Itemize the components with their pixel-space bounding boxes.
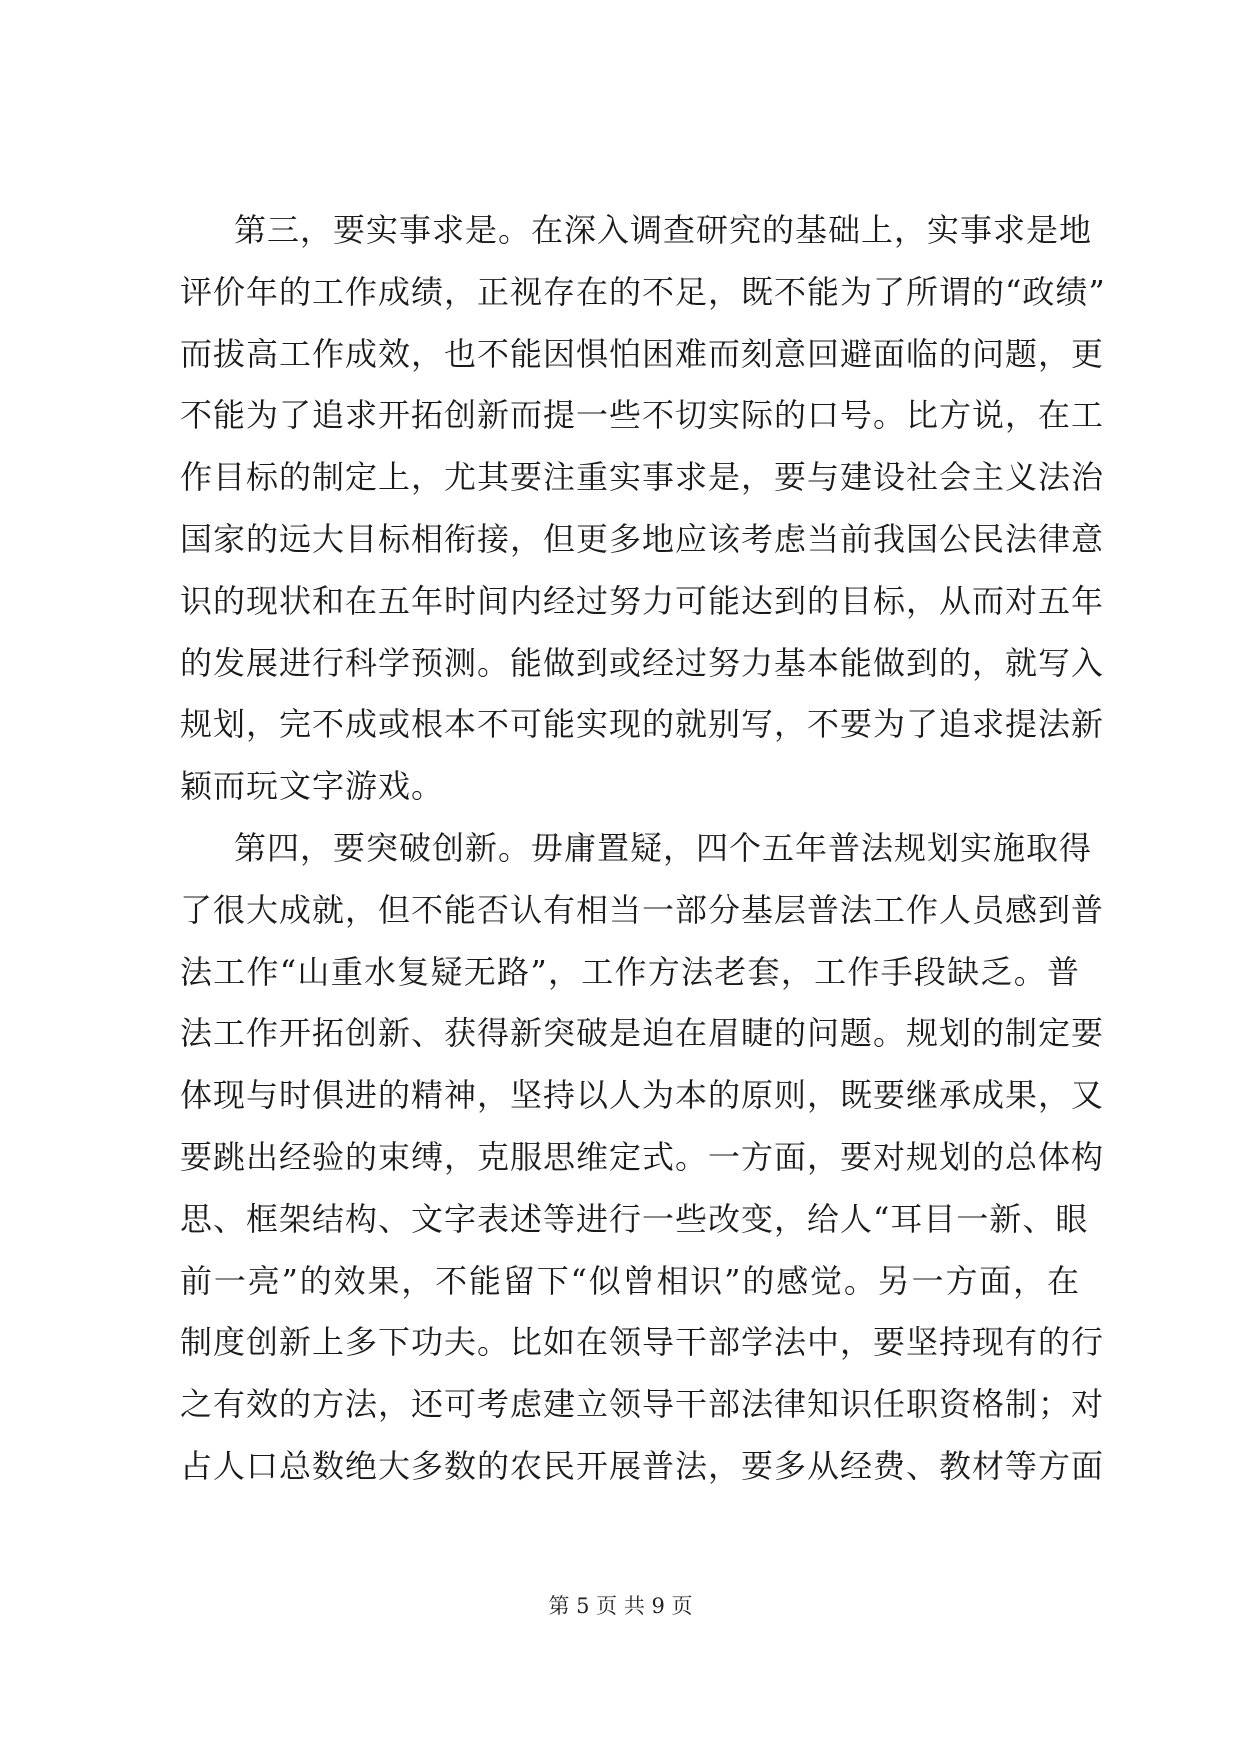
- paragraph-2-line-5: 体现与时俱进的精神，坚持以人为本的原则，既要继承成果，又: [180, 1076, 1105, 1115]
- paragraph-1-line-5: 作目标的制定上，尤其要注重实事求是，要与建设社会主义法治: [180, 458, 1105, 497]
- paragraph-2-line-2: 了很大成就，但不能否认有相当一部分基层普法工作人员感到普: [180, 890, 1105, 929]
- paragraph-2-line-4: 法工作开拓创新、获得新突破是迫在眉睫的问题。规划的制定要: [180, 1014, 1105, 1053]
- paragraph-1-line-1: 第三，要实事求是。在深入调查研究的基础上，实事求是地: [234, 211, 1093, 249]
- paragraph-1-line-4: 不能为了追求开拓创新而提一些不切实际的口号。比方说，在工: [180, 396, 1105, 435]
- page-footer: [0, 1590, 1241, 1620]
- paragraph-1-line-9: 规划，完不成或根本不可能实现的就别写，不要为了追求提法新: [180, 705, 1105, 744]
- paragraph-2-line-1: 第四，要突破创新。毋庸置疑，四个五年普法规划实施取得: [234, 828, 1093, 867]
- paragraph-1-line-6: 国家的远大目标相衔接，但更多地应该考虑当前我国公民法律意: [180, 519, 1105, 558]
- paragraph-1-line-2: 评价年的工作成绩，正视存在的不足，既不能为了所谓的“政绩”: [180, 272, 1106, 311]
- paragraph-2-line-8: 前一亮”的效果，不能留下“似曾相识”的感觉。另一方面，在: [180, 1261, 1080, 1300]
- paragraph-1-line-7: 识的现状和在五年时间内经过努力可能达到的目标，从而对五年: [180, 581, 1105, 620]
- document-body: [180, 200, 1106, 1498]
- paragraph-2-line-9: 制度创新上多下功夫。比如在领导干部学法中，要坚持现有的行: [180, 1323, 1105, 1362]
- paragraph-2-line-7: 思、框架结构、文字表述等进行一些改变，给人“耳目一新、眼: [180, 1199, 1089, 1238]
- paragraph-1-line-3: 而拔高工作成效，也不能因惧怕困难而刻意回避面临的问题，更: [180, 334, 1105, 373]
- paragraph-1-line-8: 的发展进行科学预测。能做到或经过努力基本能做到的，就写入: [180, 643, 1105, 682]
- paragraph-2-line-3: 法工作“山重水复疑无路”，工作方法老套，工作手段缺乏。普: [180, 952, 1080, 991]
- page-number-label: 第 5 页 共 9 页: [548, 1594, 693, 1618]
- paragraph-2-line-6: 要跳出经验的束缚，克服思维定式。一方面，要对规划的总体构: [180, 1137, 1105, 1176]
- paragraph-1-line-10: 颖而玩文字游戏。: [180, 767, 445, 806]
- paragraph-2-line-11: 占人口总数绝大多数的农民开展普法，要多从经费、教材等方面: [180, 1446, 1105, 1485]
- paragraph-2-line-10: 之有效的方法，还可考虑建立领导干部法律知识任职资格制；对: [180, 1385, 1105, 1424]
